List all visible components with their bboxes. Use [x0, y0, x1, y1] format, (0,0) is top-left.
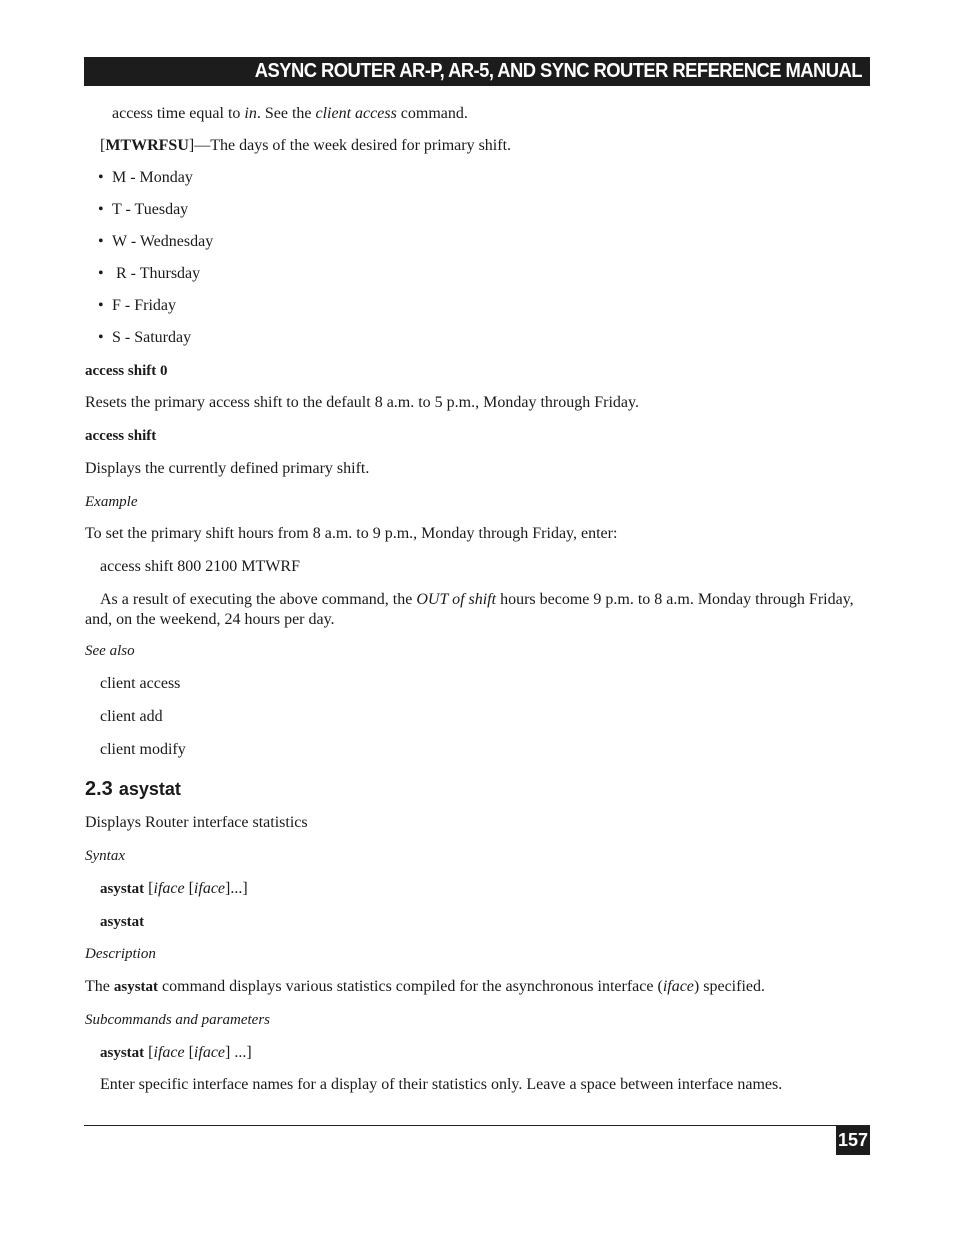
days-parameter-description: ]—The days of the week desired for primary shift.: [188, 137, 512, 154]
text-span: command.: [396, 105, 468, 122]
text-span: The: [85, 978, 114, 995]
example-command: access shift 800 2100 MTWRF: [100, 558, 300, 575]
parameter-description: Enter specific interface names for a display of their statistics only. Leave a space between interface names.: [100, 1076, 783, 1093]
parameter: iface: [153, 1044, 185, 1061]
parameter: iface: [153, 880, 185, 897]
bullet-icon: •: [98, 169, 104, 186]
bracket: ] ...]: [225, 1044, 252, 1061]
see-also-label: See also: [85, 643, 135, 659]
command-name: asystat: [100, 914, 145, 930]
description-paragraph: [85, 977, 765, 997]
bullet-item: [98, 328, 191, 348]
days-parameter: MTWRFSU: [105, 137, 189, 154]
header-bar: [84, 57, 870, 86]
bullet-text: S - Saturday: [112, 329, 192, 346]
see-also-item: client add: [100, 708, 163, 725]
command-heading: access shift: [85, 428, 157, 444]
text-span: As a result of executing the above command, the: [100, 591, 417, 608]
bullet-icon: •: [98, 329, 104, 346]
bullet-icon: •: [98, 265, 104, 282]
days-parameter-line: [100, 136, 511, 156]
bracket: [: [184, 1044, 194, 1061]
bracket: [: [144, 880, 154, 897]
bracket: [: [144, 1044, 154, 1061]
command-name: asystat: [100, 881, 145, 897]
subcommands-label: Subcommands and parameters: [85, 1012, 270, 1028]
parameter-line: [100, 1043, 252, 1063]
bullet-icon: •: [98, 201, 104, 218]
parameter: iface: [662, 978, 694, 995]
section-title: asystat: [118, 779, 181, 799]
command-name: asystat: [100, 1045, 145, 1061]
bullet-text: W - Wednesday: [112, 233, 214, 250]
see-also-item: client modify: [100, 741, 186, 758]
command-name: asystat: [113, 979, 159, 995]
command-heading: access shift 0: [85, 363, 168, 379]
section-heading: [85, 777, 181, 803]
parameter: iface: [193, 880, 226, 897]
text-span: access time equal to: [112, 105, 245, 122]
bracket: ]...]: [225, 880, 248, 897]
italic-term: OUT of shift: [416, 591, 497, 608]
bullet-item: [98, 232, 213, 252]
syntax-line: [100, 879, 248, 899]
example-label: Example: [85, 494, 138, 510]
access-time-line: [112, 104, 468, 124]
description-label: Description: [85, 946, 156, 962]
bullet-text: F - Friday: [112, 297, 176, 314]
paragraph: To set the primary shift hours from 8 a.m. to 9 p.m., Monday through Friday, enter:: [85, 525, 618, 542]
bullet-text: T - Tuesday: [112, 201, 189, 218]
result-paragraph: [85, 590, 865, 630]
manual-title: ASYNC ROUTER AR-P, AR-5, AND SYNC ROUTER REFERENCE MANUAL: [254, 60, 862, 82]
text-span: ) specified.: [693, 978, 765, 995]
parameter: iface: [193, 1044, 226, 1061]
paragraph: Resets the primary access shift to the default 8 a.m. to 5 p.m., Monday through Friday.: [85, 394, 639, 411]
section-number: 2.3: [85, 778, 113, 800]
page-number: 157: [836, 1126, 870, 1155]
text-span: . See the: [256, 105, 316, 122]
bullet-item: [98, 264, 200, 284]
bullet-item: [98, 168, 193, 188]
bracket: [: [100, 137, 106, 154]
bullet-icon: •: [98, 297, 104, 314]
bullet-item: [98, 200, 188, 220]
bullet-text: M - Monday: [112, 169, 193, 186]
bracket: [: [184, 880, 194, 897]
text-span: command displays various statistics compiled for the asynchronous interface (: [158, 978, 663, 995]
bullet-text: R - Thursday: [112, 265, 201, 282]
syntax-label: Syntax: [85, 848, 125, 864]
paragraph: Displays Router interface statistics: [85, 814, 308, 831]
text-span: hours become 9 p.m. to 8 a.m. Monday through Friday, and, on the weekend, 24 hours per day.: [85, 591, 854, 628]
paragraph: Displays the currently defined primary shift.: [85, 460, 370, 477]
footer-rule: [84, 1125, 870, 1126]
bullet-icon: •: [98, 233, 104, 250]
see-also-item: client access: [100, 675, 181, 692]
command-reference: client access: [315, 105, 397, 122]
bullet-item: [98, 296, 176, 316]
italic-term: in: [244, 105, 257, 122]
